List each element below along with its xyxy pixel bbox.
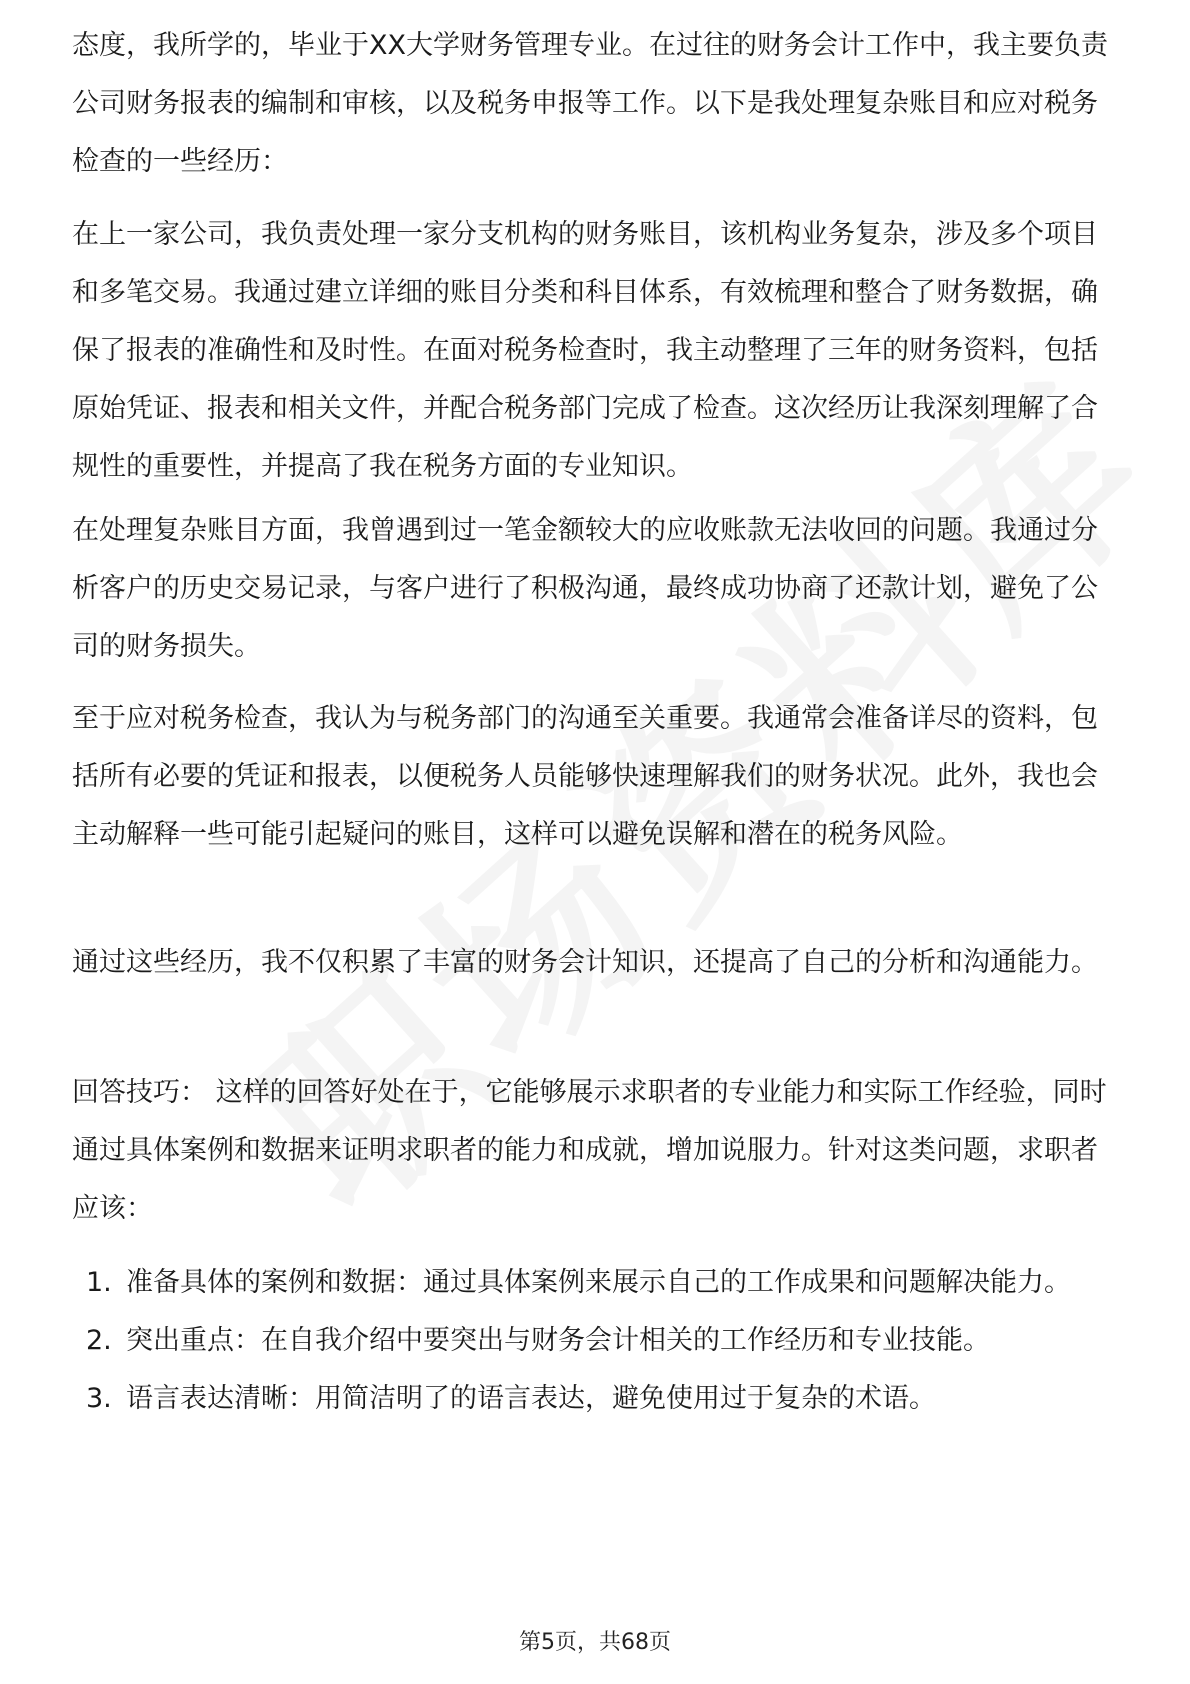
tips-list bbox=[72, 1254, 1122, 1428]
list-item-text: 准备具体的案例和数据：通过具体案例来展示自己的工作成果和问题解决能力。 bbox=[126, 1267, 1071, 1298]
list-item bbox=[72, 1370, 1122, 1428]
list-number: 2. bbox=[86, 1325, 112, 1356]
paragraph-summary: 通过这些经历，我不仅积累了丰富的财务会计知识，还提高了自己的分析和沟通能力。 bbox=[72, 947, 1098, 978]
list-item-text: 突出重点：在自我介绍中要突出与财务会计相关的工作经历和专业技能。 bbox=[126, 1325, 990, 1356]
page-number-footer: 第5页，共68页 bbox=[519, 1630, 671, 1655]
list-item bbox=[72, 1312, 1122, 1370]
paragraph-answer-tips: 回答技巧： 这样的回答好处在于，它能够展示求职者的专业能力和实际工作经验，同时通过具体案例和数据来证明求职者的能力和成就，增加说服力。针对这类问题，求职者应该： bbox=[72, 1077, 1107, 1224]
paragraph-tax-inspection: 至于应对税务检查，我认为与税务部门的沟通至关重要。我通常会准备详尽的资料，包括所有必要的凭证和报表，以便税务人员能够快速理解我们的财务状况。此外，我也会主动解释一些可能引起疑问的账目，这样可以避免误解和潜在的税务风险。 bbox=[72, 703, 1098, 850]
list-number: 1. bbox=[86, 1267, 112, 1298]
list-item bbox=[72, 1254, 1122, 1312]
paragraph-receivables: 在处理复杂账目方面，我曾遇到过一笔金额较大的应收账款无法收回的问题。我通过分析客户的历史交易记录，与客户进行了积极沟通，最终成功协商了还款计划，避免了公司的财务损失。 bbox=[72, 515, 1098, 662]
paragraph-intro: 态度，我所学的，毕业于XX大学财务管理专业。在过往的财务会计工作中，我主要负责公司财务报表的编制和审核，以及税务申报等工作。以下是我处理复杂账目和应对税务检查的一些经历： bbox=[72, 30, 1108, 177]
list-item-text: 语言表达清晰：用简洁明了的语言表达，避免使用过于复杂的术语。 bbox=[126, 1383, 936, 1414]
list-number: 3. bbox=[86, 1383, 112, 1414]
paragraph-experience: 在上一家公司，我负责处理一家分支机构的财务账目，该机构业务复杂，涉及多个项目和多笔交易。我通过建立详细的账目分类和科目体系，有效梳理和整合了财务数据，确保了报表的准确性和及时性。在面对税务检查时，我主动整理了三年的财务资料，包括原始凭证、报表和相关文件，并配合税务部门完成了检查。这次经历让我深刻理解了合规性的重要性，并提高了我在税务方面的专业知识。 bbox=[72, 219, 1098, 482]
